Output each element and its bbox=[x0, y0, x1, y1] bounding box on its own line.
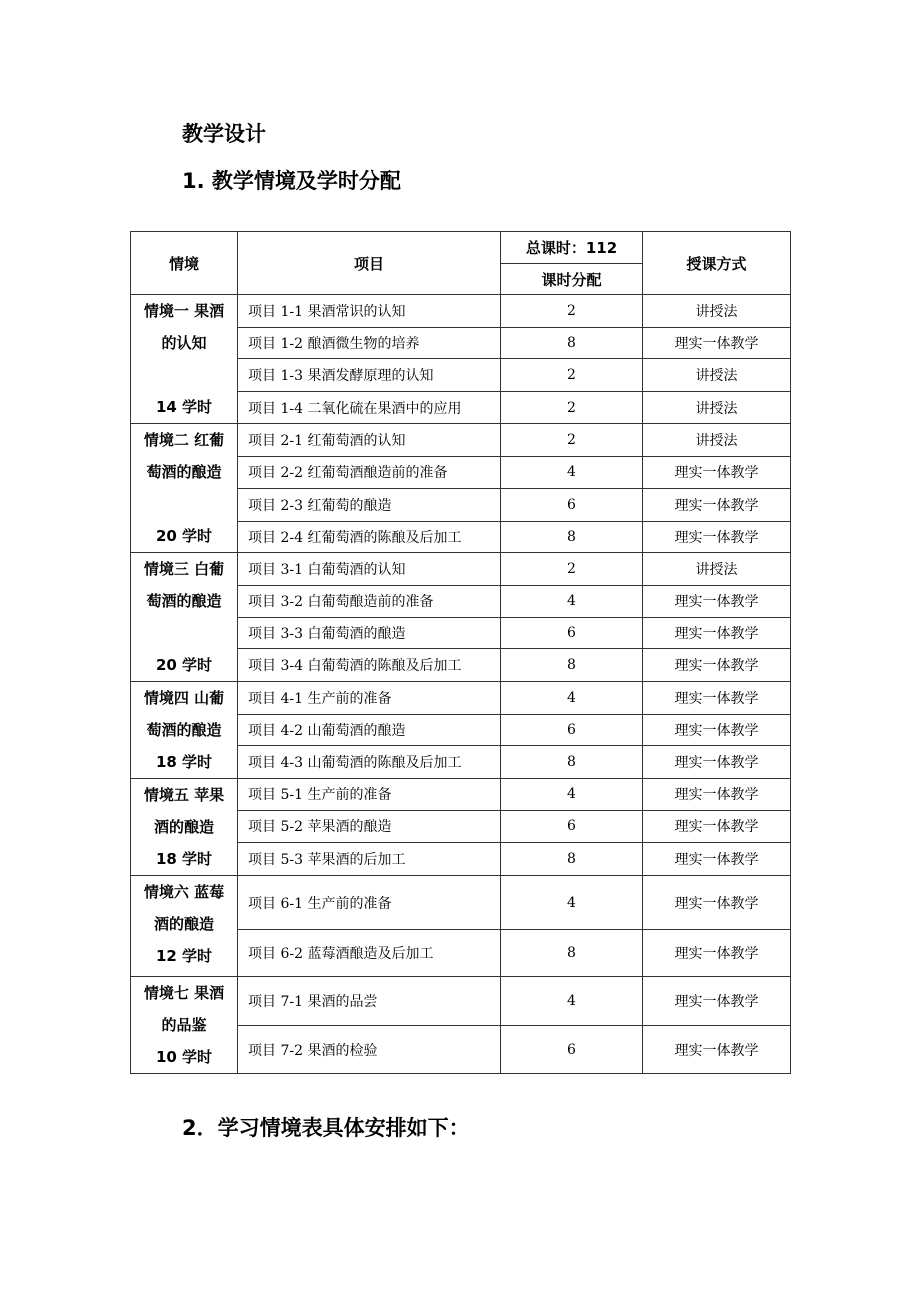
hours-cell: 8 bbox=[501, 930, 643, 977]
hours-cell: 6 bbox=[501, 1026, 643, 1074]
method-cell: 理实一体教学 bbox=[643, 682, 791, 715]
method-cell: 理实一体教学 bbox=[643, 779, 791, 811]
situation-line: 情境三 白葡 bbox=[143, 560, 225, 578]
project-cell: 项目 2-2 红葡萄酒酿造前的准备 bbox=[238, 456, 501, 489]
situation-line: 情境四 山葡 bbox=[143, 689, 225, 707]
situation-line: 20 学时 bbox=[155, 527, 213, 545]
project-cell: 项目 5-3 苹果酒的后加工 bbox=[238, 843, 501, 876]
hours-cell: 8 bbox=[501, 327, 643, 359]
method-cell: 理实一体教学 bbox=[643, 930, 791, 977]
hours-cell: 4 bbox=[501, 779, 643, 811]
situation-line: 情境二 红葡 bbox=[143, 431, 225, 449]
situation-line bbox=[131, 617, 237, 649]
method-cell: 理实一体教学 bbox=[643, 977, 791, 1026]
method-cell: 理实一体教学 bbox=[643, 649, 791, 682]
project-cell: 项目 4-2 山葡萄酒的酿造 bbox=[238, 714, 501, 746]
situation-line: 14 学时 bbox=[155, 398, 213, 416]
situation-line: 情境六 蓝莓 bbox=[143, 883, 225, 901]
situation-cell bbox=[131, 424, 238, 553]
hours-cell: 6 bbox=[501, 714, 643, 746]
method-cell: 理实一体教学 bbox=[643, 810, 791, 843]
situation-cell bbox=[131, 977, 238, 1074]
method-cell: 理实一体教学 bbox=[643, 489, 791, 522]
project-cell: 项目 1-2 酿酒微生物的培养 bbox=[238, 327, 501, 359]
situation-line: 萄酒的酿造 bbox=[146, 592, 222, 610]
situation-cell bbox=[131, 295, 238, 424]
hours-cell: 2 bbox=[501, 359, 643, 392]
project-cell: 项目 5-1 生产前的准备 bbox=[238, 779, 501, 811]
project-cell: 项目 4-3 山葡萄酒的陈酿及后加工 bbox=[238, 746, 501, 779]
project-cell: 项目 3-4 白葡萄酒的陈酿及后加工 bbox=[238, 649, 501, 682]
method-cell: 理实一体教学 bbox=[643, 876, 791, 930]
hours-cell: 6 bbox=[501, 810, 643, 843]
project-cell: 项目 4-1 生产前的准备 bbox=[238, 682, 501, 715]
method-cell: 理实一体教学 bbox=[643, 585, 791, 618]
table-row bbox=[131, 424, 791, 457]
situation-cell bbox=[131, 779, 238, 876]
situation-line: 18 学时 bbox=[155, 753, 213, 771]
hours-cell: 4 bbox=[501, 456, 643, 489]
situation-cell bbox=[131, 876, 238, 977]
hours-cell: 2 bbox=[501, 424, 643, 457]
project-cell: 项目 1-4 二氧化硫在果酒中的应用 bbox=[238, 392, 501, 424]
hours-cell: 2 bbox=[501, 295, 643, 328]
situation-line bbox=[131, 359, 237, 391]
situation-line: 20 学时 bbox=[155, 656, 213, 674]
project-cell: 项目 6-2 蓝莓酒酿造及后加工 bbox=[238, 930, 501, 977]
hours-cell: 8 bbox=[501, 649, 643, 682]
table-row bbox=[131, 779, 791, 811]
hours-cell: 4 bbox=[501, 876, 643, 930]
header-method: 授课方式 bbox=[643, 232, 791, 295]
method-cell: 理实一体教学 bbox=[643, 618, 791, 649]
situation-line bbox=[131, 488, 237, 520]
hours-cell: 8 bbox=[501, 746, 643, 779]
hours-cell: 6 bbox=[501, 489, 643, 522]
project-cell: 项目 2-1 红葡萄酒的认知 bbox=[238, 424, 501, 457]
hours-cell: 2 bbox=[501, 553, 643, 586]
header-situation: 情境 bbox=[131, 232, 238, 295]
method-cell: 讲授法 bbox=[643, 359, 791, 392]
situation-line: 的品鉴 bbox=[161, 1016, 207, 1034]
situation-line: 情境七 果酒 bbox=[143, 984, 225, 1002]
section-1-title: 1. 教学情境及学时分配 bbox=[182, 169, 401, 193]
hours-cell: 6 bbox=[501, 618, 643, 649]
table-row bbox=[131, 295, 791, 328]
project-cell: 项目 7-1 果酒的品尝 bbox=[238, 977, 501, 1026]
hours-cell: 4 bbox=[501, 585, 643, 618]
method-cell: 讲授法 bbox=[643, 424, 791, 457]
method-cell: 理实一体教学 bbox=[643, 714, 791, 746]
hours-cell: 2 bbox=[501, 392, 643, 424]
header-total-hours: 总课时：112 bbox=[501, 232, 643, 264]
hours-cell: 4 bbox=[501, 682, 643, 715]
project-cell: 项目 3-2 白葡萄酿造前的准备 bbox=[238, 585, 501, 618]
method-cell: 理实一体教学 bbox=[643, 1026, 791, 1074]
situation-line: 的认知 bbox=[161, 334, 207, 352]
situation-line: 情境五 苹果 bbox=[143, 786, 225, 804]
method-cell: 讲授法 bbox=[643, 553, 791, 586]
situation-line: 10 学时 bbox=[155, 1048, 213, 1066]
header-project: 项目 bbox=[238, 232, 501, 295]
hours-cell: 4 bbox=[501, 977, 643, 1026]
situation-line: 萄酒的酿造 bbox=[146, 463, 222, 481]
header-hours-allocation: 课时分配 bbox=[501, 264, 643, 295]
page-heading: 教学设计 bbox=[182, 122, 266, 146]
method-cell: 理实一体教学 bbox=[643, 327, 791, 359]
project-cell: 项目 2-4 红葡萄酒的陈酿及后加工 bbox=[238, 521, 501, 553]
situation-line: 情境一 果酒 bbox=[143, 302, 225, 320]
method-cell: 理实一体教学 bbox=[643, 746, 791, 779]
situation-line: 12 学时 bbox=[155, 947, 213, 965]
method-cell: 理实一体教学 bbox=[643, 521, 791, 553]
situation-cell bbox=[131, 553, 238, 682]
situation-line: 酒的酿造 bbox=[153, 818, 214, 836]
situation-cell bbox=[131, 682, 238, 779]
situation-line: 酒的酿造 bbox=[153, 915, 214, 933]
section-2-title: 2．学习情境表具体安排如下： bbox=[182, 1116, 470, 1140]
schedule-table bbox=[130, 231, 791, 1074]
method-cell: 讲授法 bbox=[643, 295, 791, 328]
method-cell: 讲授法 bbox=[643, 392, 791, 424]
table-row bbox=[131, 977, 791, 1026]
project-cell: 项目 1-1 果酒常识的认知 bbox=[238, 295, 501, 328]
hours-cell: 8 bbox=[501, 843, 643, 876]
project-cell: 项目 1-3 果酒发酵原理的认知 bbox=[238, 359, 501, 392]
project-cell: 项目 3-3 白葡萄酒的酿造 bbox=[238, 618, 501, 649]
situation-line: 萄酒的酿造 bbox=[146, 721, 222, 739]
project-cell: 项目 7-2 果酒的检验 bbox=[238, 1026, 501, 1074]
table-row bbox=[131, 876, 791, 930]
hours-cell: 8 bbox=[501, 521, 643, 553]
project-cell: 项目 2-3 红葡萄的酿造 bbox=[238, 489, 501, 522]
table-row bbox=[131, 682, 791, 715]
method-cell: 理实一体教学 bbox=[643, 456, 791, 489]
project-cell: 项目 6-1 生产前的准备 bbox=[238, 876, 501, 930]
project-cell: 项目 5-2 苹果酒的酿造 bbox=[238, 810, 501, 843]
project-cell: 项目 3-1 白葡萄酒的认知 bbox=[238, 553, 501, 586]
method-cell: 理实一体教学 bbox=[643, 843, 791, 876]
situation-line: 18 学时 bbox=[155, 850, 213, 868]
table-row bbox=[131, 553, 791, 586]
